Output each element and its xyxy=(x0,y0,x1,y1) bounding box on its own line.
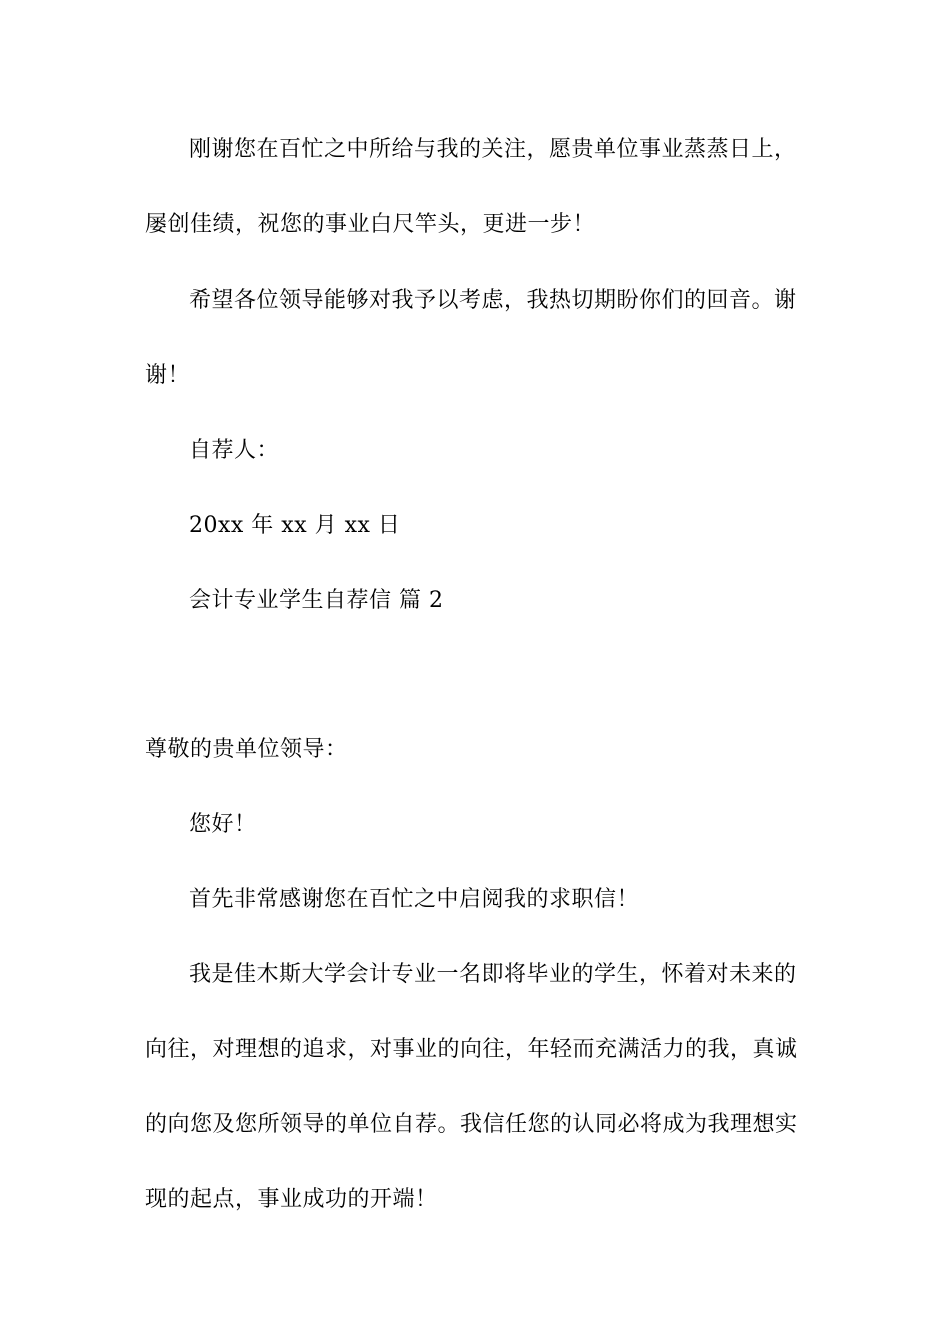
paragraph-line: 我是佳木斯大学会计专业一名即将毕业的学生，怀着对未来的 xyxy=(189,962,797,987)
paragraph-line: 刚谢您在百忙之中所给与我的关注，愿贵单位事业蒸蒸日上， xyxy=(189,137,797,162)
paragraph-line: 向往，对理想的追求，对事业的向往，年轻而充满活力的我，真诚 xyxy=(145,1037,798,1062)
signature-label: 自荐人： xyxy=(189,438,280,463)
paragraph-line: 希望各位领导能够对我予以考虑，我热切期盼你们的回音。谢 xyxy=(189,288,797,313)
section-title: 会计专业学生自荐信 篇 2 xyxy=(189,588,444,613)
paragraph-line: 现的起点，事业成功的开端！ xyxy=(145,1187,438,1212)
paragraph-line: 首先非常感谢您在百忙之中启阅我的求职信！ xyxy=(189,887,640,912)
date-line: 20xx 年 xx 月 xx 日 xyxy=(189,513,401,538)
greeting: 您好！ xyxy=(189,812,257,837)
paragraph-line: 屡创佳绩，祝您的事业白尺竿头，更进一步！ xyxy=(145,212,596,237)
paragraph-line: 谢！ xyxy=(145,363,191,388)
paragraph-line: 的向您及您所领导的单位自荐。我信任您的认同必将成为我理想实 xyxy=(145,1112,798,1137)
salutation: 尊敬的贵单位领导： xyxy=(145,737,348,762)
